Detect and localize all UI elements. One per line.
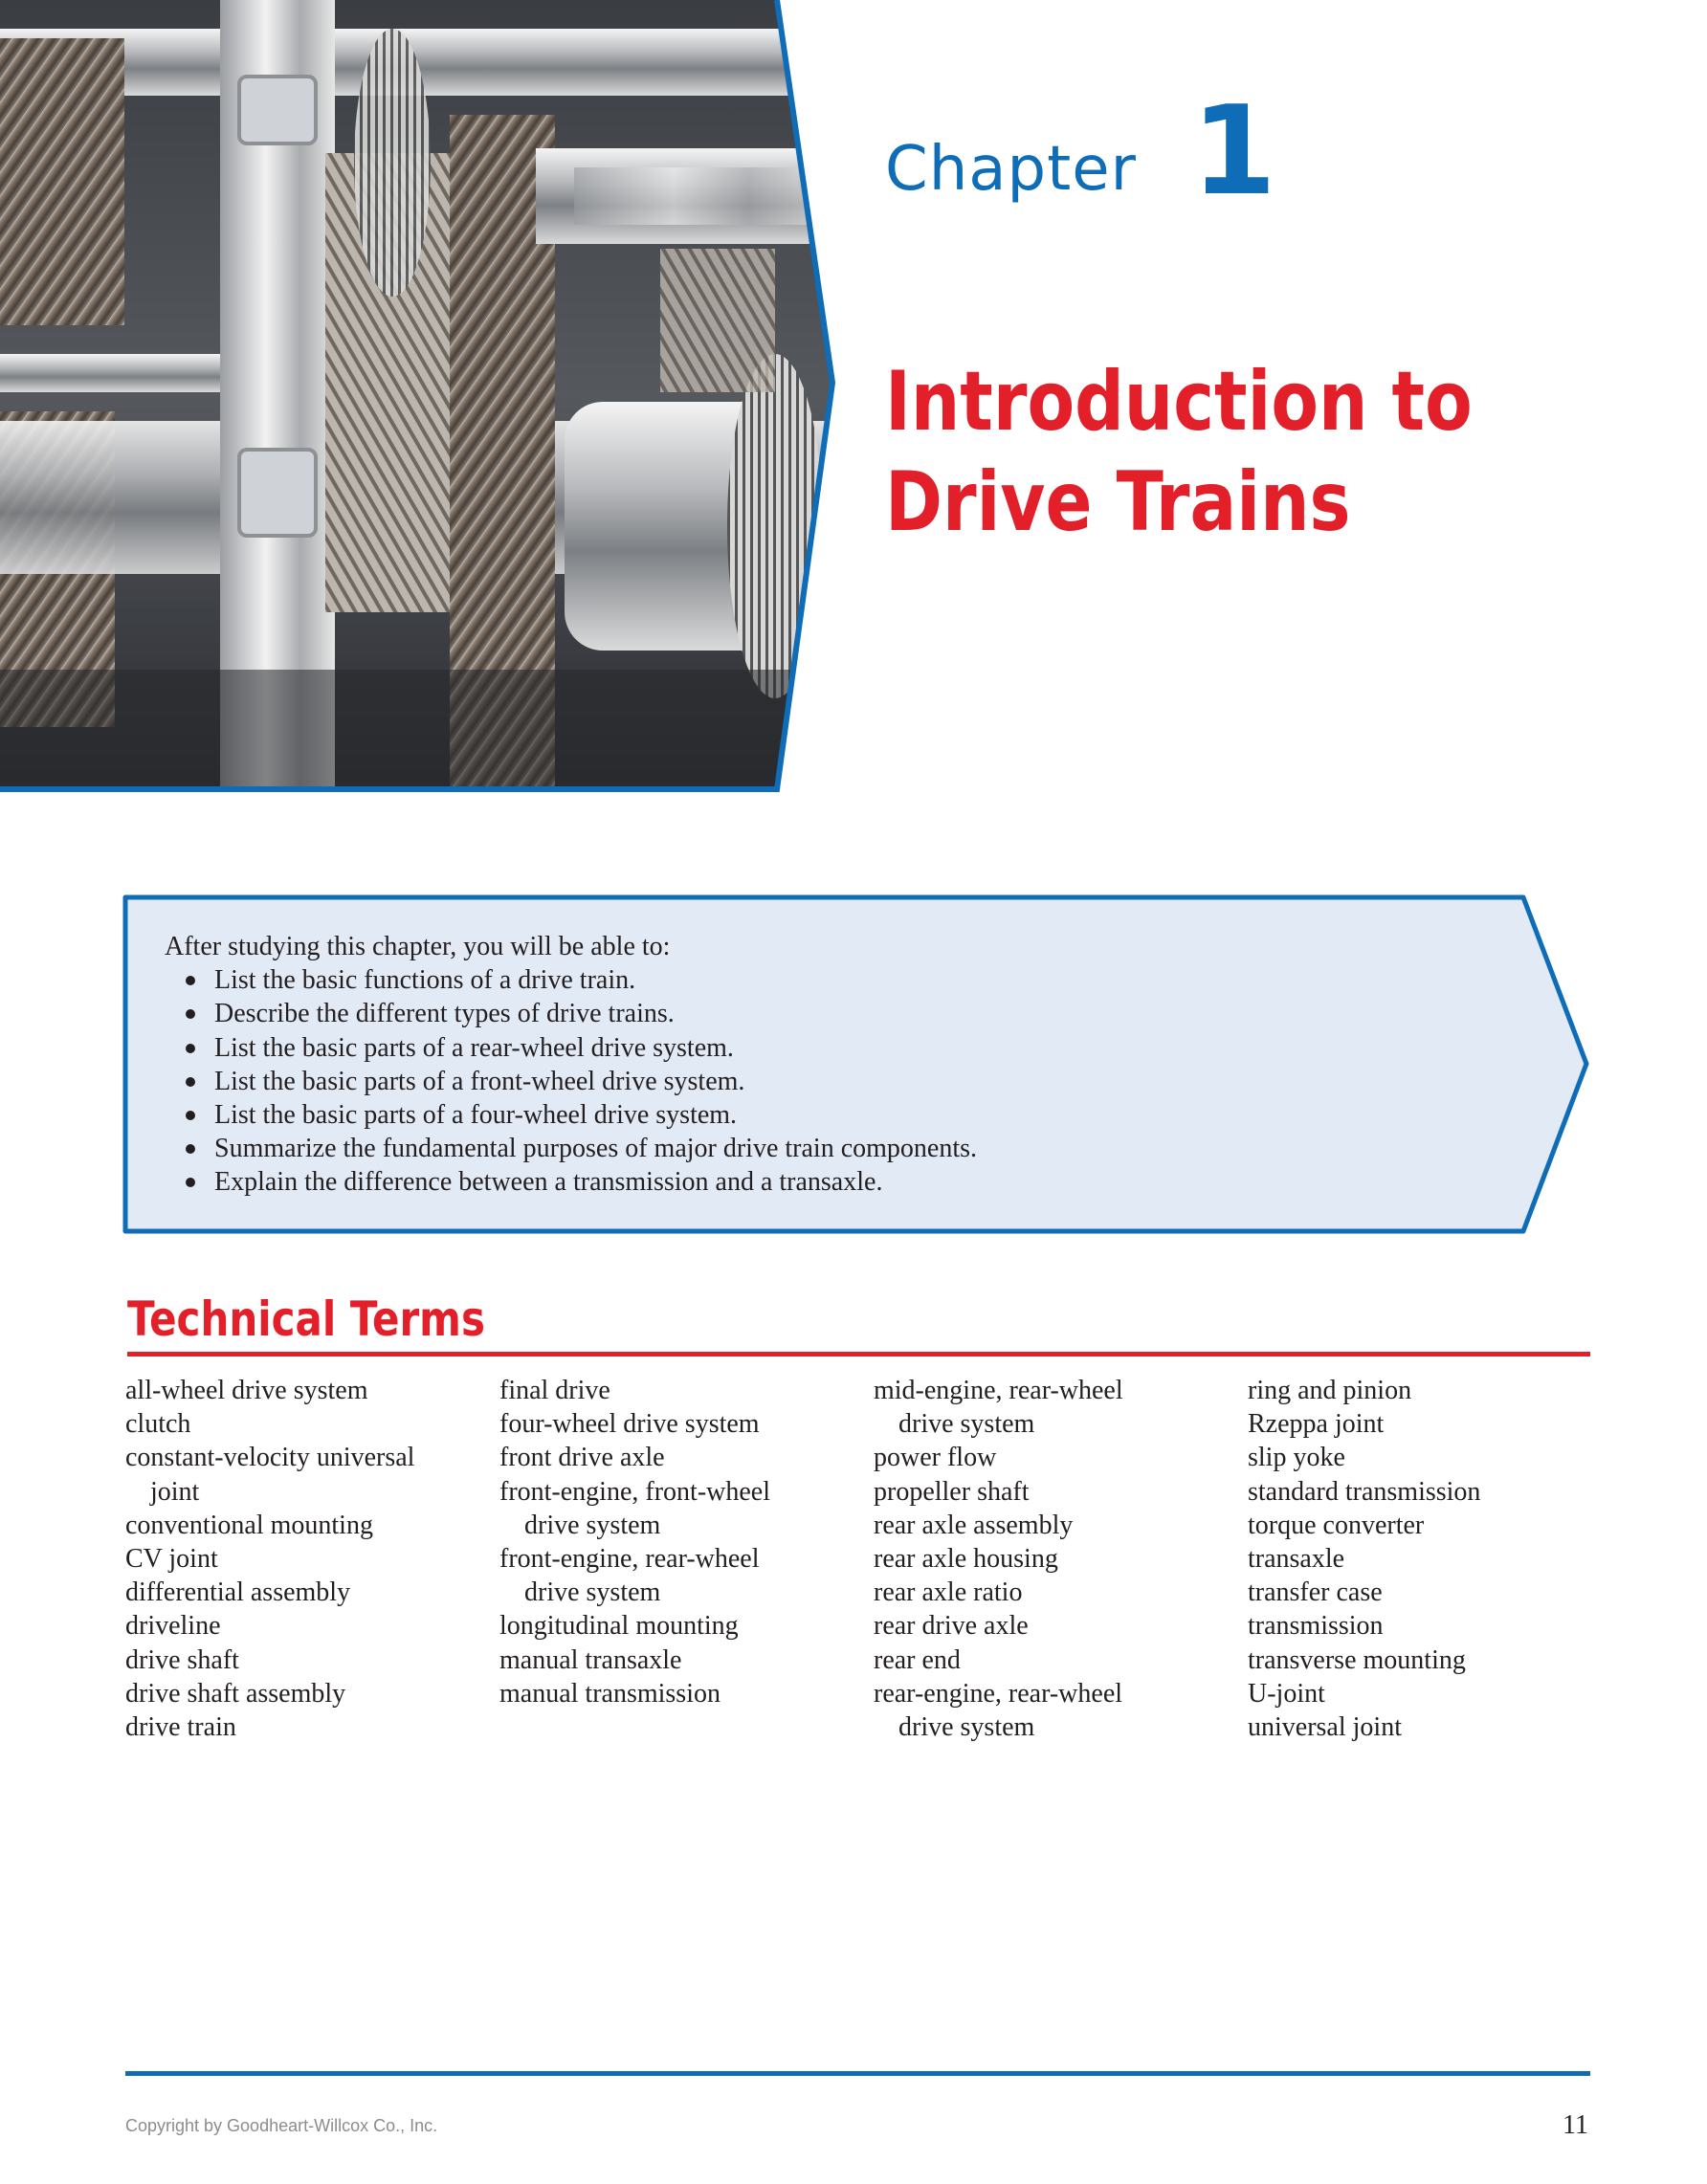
term: mid-engine, rear-wheel: [874, 1376, 1123, 1405]
terms-column-4: [1248, 1374, 1480, 1744]
chapter-label: Chapter: [885, 134, 1137, 205]
term: transfer case: [1248, 1577, 1383, 1608]
term: manual transmission: [499, 1678, 720, 1709]
term: conventional mounting: [125, 1510, 373, 1540]
objectives-list: [165, 963, 977, 1199]
term: universal joint: [1248, 1712, 1402, 1743]
term: clutch: [125, 1409, 191, 1440]
chapter-title-line-2: Drive Trains: [885, 454, 1351, 550]
term: U-joint: [1248, 1678, 1325, 1709]
term: rear drive axle: [874, 1611, 1029, 1642]
term: ring and pinion: [1248, 1376, 1412, 1405]
chapter-title: [885, 352, 1544, 553]
term: rear axle assembly: [874, 1510, 1074, 1540]
term: drive shaft: [125, 1644, 239, 1675]
term-continuation: drive system: [524, 1577, 661, 1608]
term: propeller shaft: [874, 1476, 1030, 1507]
term: rear end: [874, 1644, 961, 1675]
learning-objectives: [165, 930, 977, 1200]
term: CV joint: [125, 1544, 218, 1575]
term: rear axle ratio: [874, 1577, 1023, 1608]
term: front-engine, front-wheel: [499, 1476, 770, 1507]
term: torque converter: [1248, 1510, 1425, 1540]
term: Rzeppa joint: [1248, 1409, 1385, 1440]
objectives-intro: After studying this chapter, you will be able to:: [165, 932, 671, 961]
term: constant-velocity universal: [125, 1443, 415, 1473]
term-continuation: drive system: [524, 1510, 661, 1540]
term: standard transmission: [1248, 1476, 1481, 1507]
term: rear axle housing: [874, 1544, 1058, 1575]
chapter-number: 1: [1191, 80, 1277, 223]
objective-item: Summarize the fundamental purposes of major drive train components.: [165, 1132, 977, 1165]
term: power flow: [874, 1443, 997, 1473]
term: all-wheel drive system: [125, 1376, 368, 1405]
objective-item: List the basic functions of a drive train.: [165, 963, 977, 997]
term: longitudinal mounting: [499, 1611, 739, 1642]
terms-column-3: [874, 1374, 1123, 1744]
terms-column-2: [499, 1374, 770, 1710]
term: transaxle: [1248, 1544, 1345, 1575]
technical-terms-heading: Technical Terms: [127, 1291, 485, 1347]
technical-terms-divider: [127, 1352, 1590, 1357]
term-continuation: drive system: [898, 1409, 1035, 1440]
term: driveline: [125, 1611, 221, 1642]
term: transverse mounting: [1248, 1644, 1466, 1675]
term: rear-engine, rear-wheel: [874, 1678, 1123, 1709]
objective-item: List the basic parts of a rear-wheel drive system.: [165, 1031, 977, 1065]
term: slip yoke: [1248, 1443, 1345, 1473]
footer-divider: [125, 2071, 1590, 2076]
term: drive shaft assembly: [125, 1678, 346, 1709]
term: drive train: [125, 1712, 236, 1743]
term: differential assembly: [125, 1577, 351, 1608]
objective-item: List the basic parts of a front-wheel drive system.: [165, 1065, 977, 1098]
page-number: 11: [1563, 2110, 1588, 2140]
copyright-notice: Copyright by Goodheart-Willcox Co., Inc.: [125, 2116, 438, 2135]
term: front-engine, rear-wheel: [499, 1544, 760, 1575]
objective-item: List the basic parts of a four-wheel drive system.: [165, 1098, 977, 1132]
term: final drive: [499, 1376, 610, 1405]
term: transmission: [1248, 1611, 1384, 1642]
objective-item: Describe the different types of drive trains.: [165, 997, 977, 1030]
term: front drive axle: [499, 1443, 665, 1473]
term-continuation: drive system: [898, 1712, 1035, 1743]
objective-item: Explain the difference between a transmission and a transaxle.: [165, 1165, 977, 1199]
chapter-title-line-1: Introduction to: [885, 354, 1473, 450]
term-continuation: joint: [150, 1476, 200, 1507]
term: manual transaxle: [499, 1644, 682, 1675]
terms-column-1: [125, 1374, 414, 1744]
transmission-gears-photo: [0, 0, 842, 794]
term: four-wheel drive system: [499, 1409, 760, 1440]
